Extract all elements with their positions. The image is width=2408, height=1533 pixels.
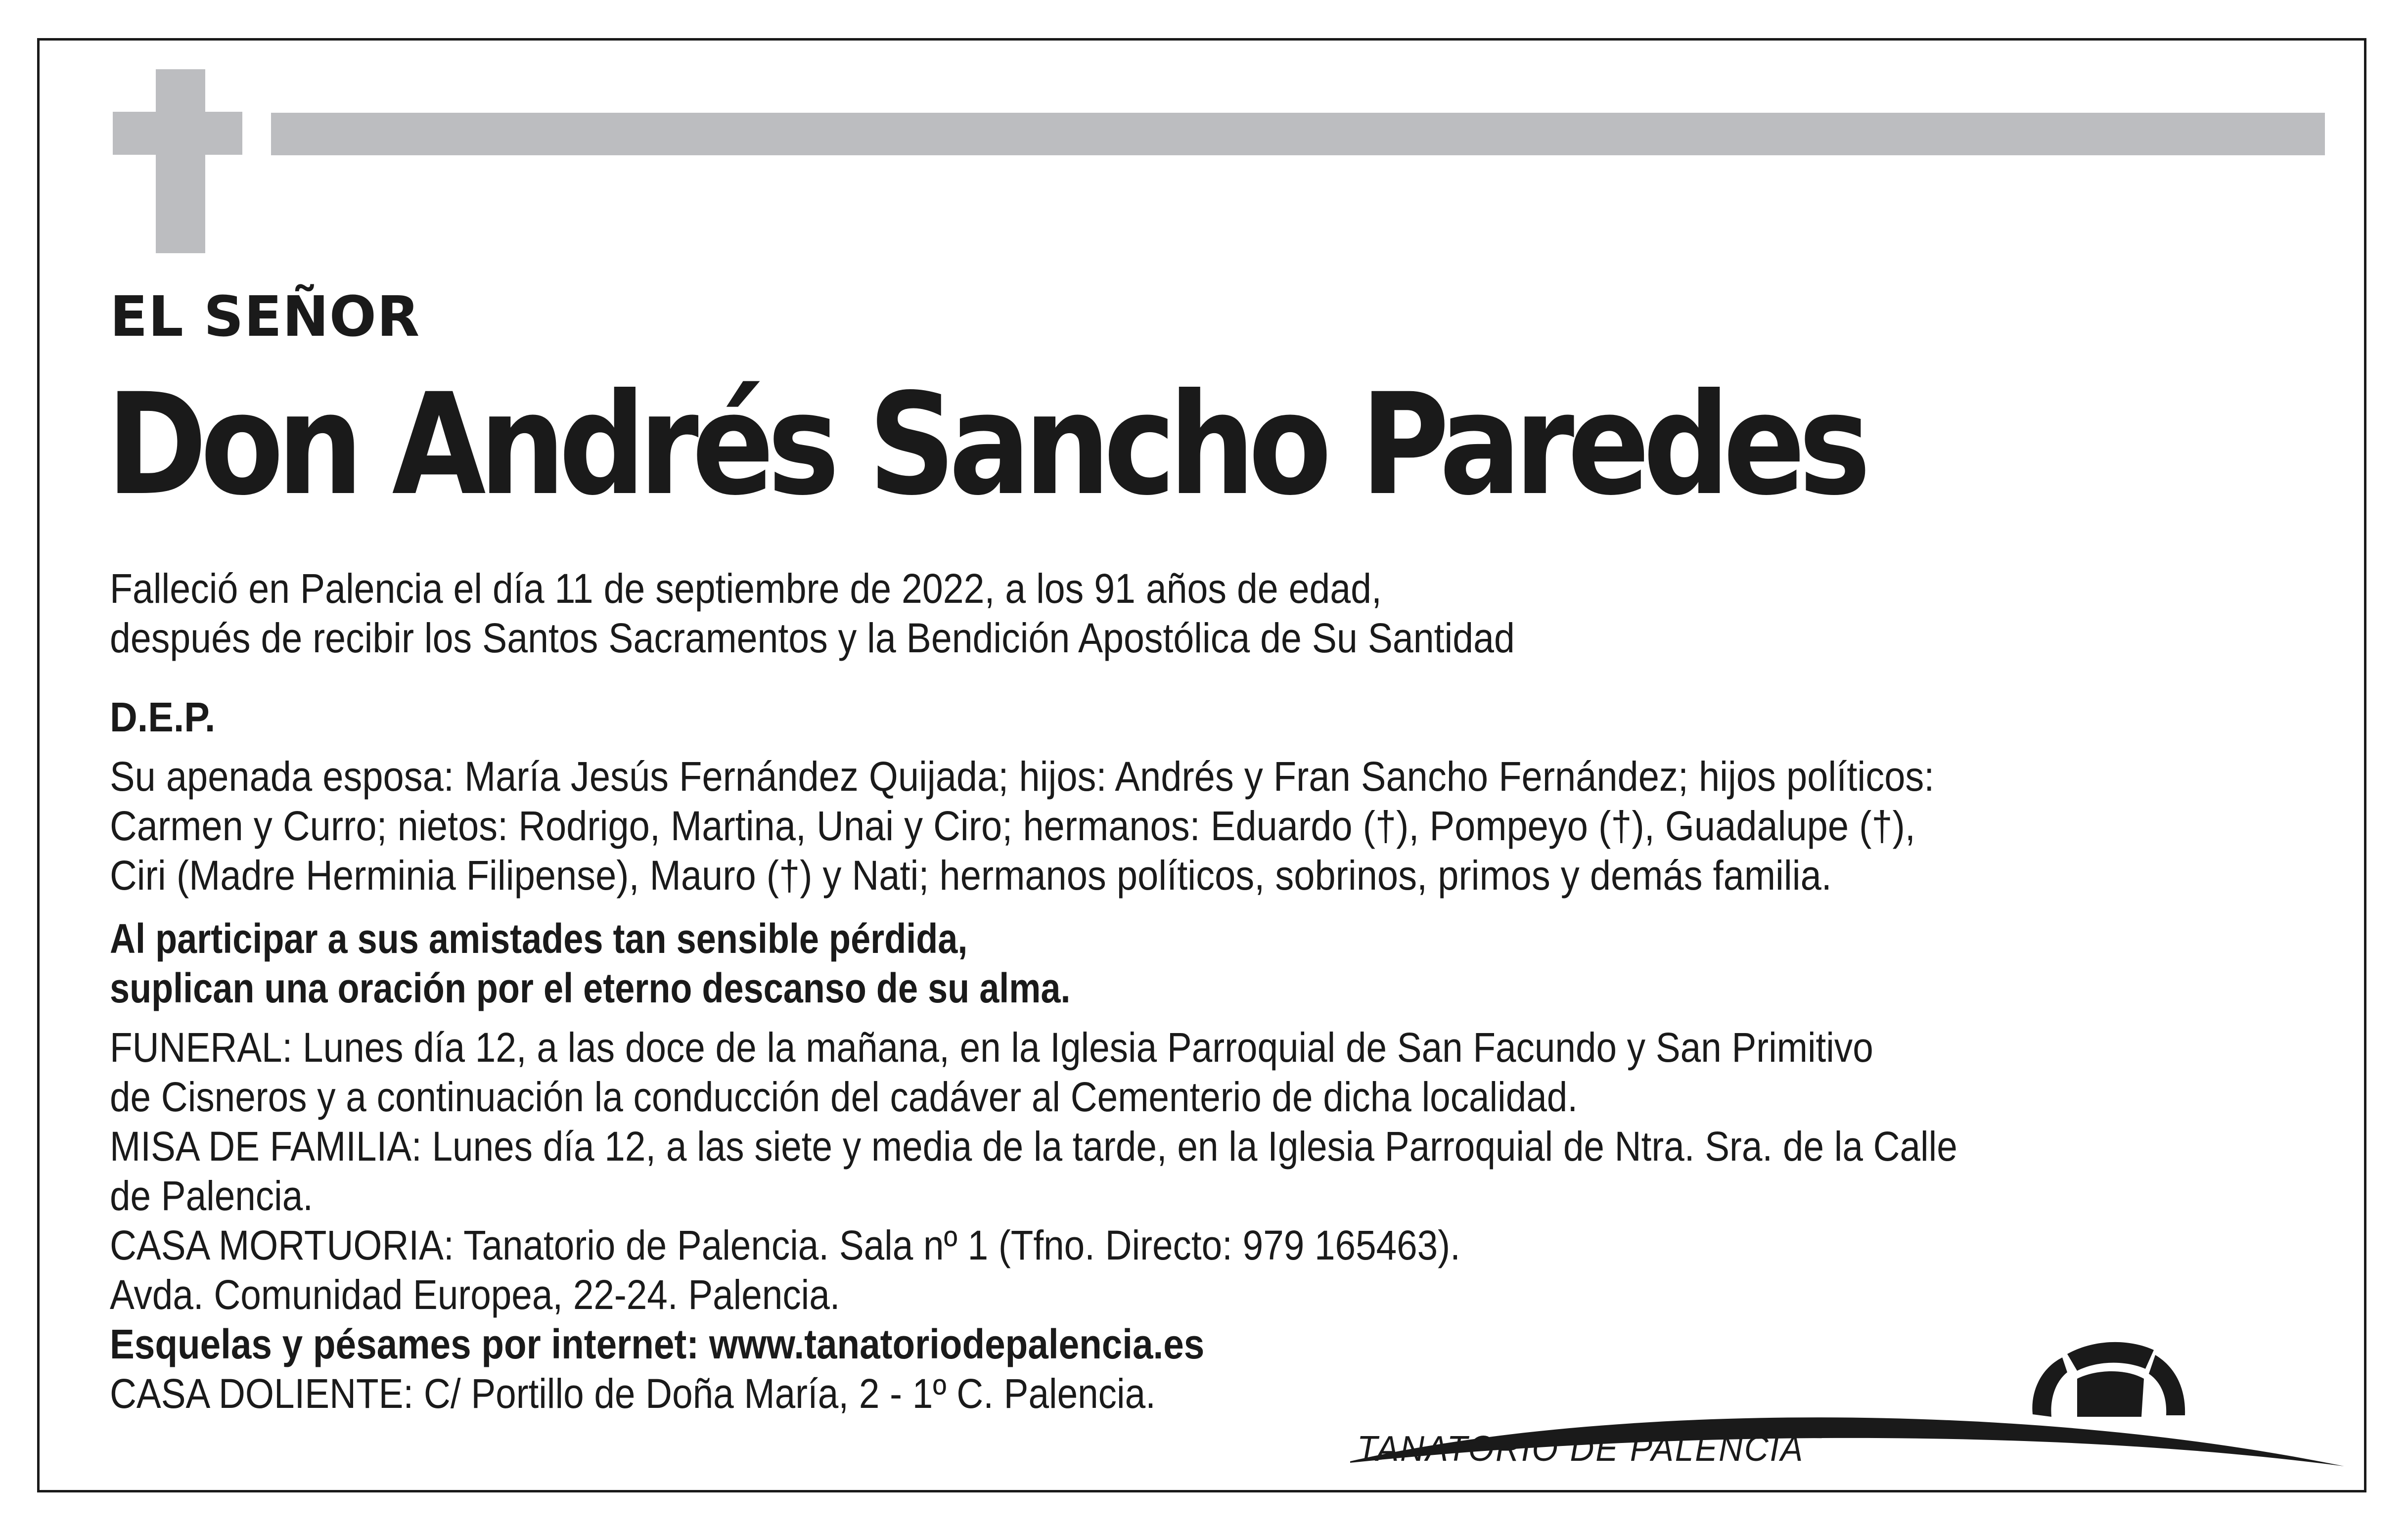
rip-label: D.E.P. — [110, 694, 216, 740]
mortuary-line-2: Avda. Comunidad Europea, 22-24. Palencia. — [110, 1271, 840, 1318]
cross-icon-horizontal-bar — [113, 112, 242, 155]
death-notice-line-2: después de recibir los Santos Sacramentos y la Bendición Apostólica de Su Santidad — [110, 615, 1515, 661]
funeral-line-1: FUNERAL: Lunes día 12, a las doce de la mañana, en la Iglesia Parroquial de San Facundo y San Primitivo — [110, 1024, 1873, 1071]
prayer-request-line-2: suplican una oración por el eterno descanso de su alma. — [110, 965, 1071, 1011]
family-mass-line-2: de Palencia. — [110, 1172, 314, 1219]
family-line-3: Ciri (Madre Herminia Filipense), Mauro (†) y Nati; hermanos políticos, sobrinos, primos y demás familia. — [110, 852, 1832, 899]
family-mass-line-1: MISA DE FAMILIA: Lunes día 12, a las siete y media de la tarde, en la Iglesia Parroquial de Ntra. Sra. de la Calle — [110, 1123, 1957, 1170]
mortuary-line-1: CASA MORTUORIA: Tanatorio de Palencia. Sala nº 1 (Tfno. Directo: 979 165463). — [110, 1222, 1460, 1268]
family-line-2: Carmen y Curro; nietos: Rodrigo, Martina, Unai y Ciro; hermanos: Eduardo (†), Pompeyo (†), Guadalupe (†), — [110, 803, 1915, 849]
honorific-title: EL SEÑOR — [110, 285, 420, 349]
mourning-house: CASA DOLIENTE: C/ Portillo de Doña María, 2 - 1º C. Palencia. — [110, 1370, 1156, 1417]
deceased-name: Don Andrés Sancho Paredes — [106, 363, 1864, 526]
tanatorio-logo-text: TANATORIO DE PALENCIA — [1357, 1429, 1805, 1469]
prayer-request-line-1: Al participar a sus amistades tan sensible pérdida, — [110, 915, 968, 962]
prayer-request — [110, 914, 1070, 1013]
death-notice-line-1: Falleció en Palencia el día 11 de septiembre de 2022, a los 91 años de edad, — [110, 565, 1382, 612]
family-line-1: Su apenada esposa: María Jesús Fernández Quijada; hijos: Andrés y Fran Sancho Fernández; hijos políticos: — [110, 753, 1935, 800]
death-notice — [110, 564, 1515, 663]
top-gray-rule — [271, 113, 2325, 155]
internet-condolences: Esquelas y pésames por internet: www.tanatoriodepalencia.es — [110, 1321, 1205, 1367]
funeral-line-2: de Cisneros y a continuación la conducción del cadáver al Cementerio de dicha localidad. — [110, 1074, 1578, 1120]
family-list — [110, 752, 1934, 900]
cross-icon-vertical-bar — [156, 69, 205, 253]
